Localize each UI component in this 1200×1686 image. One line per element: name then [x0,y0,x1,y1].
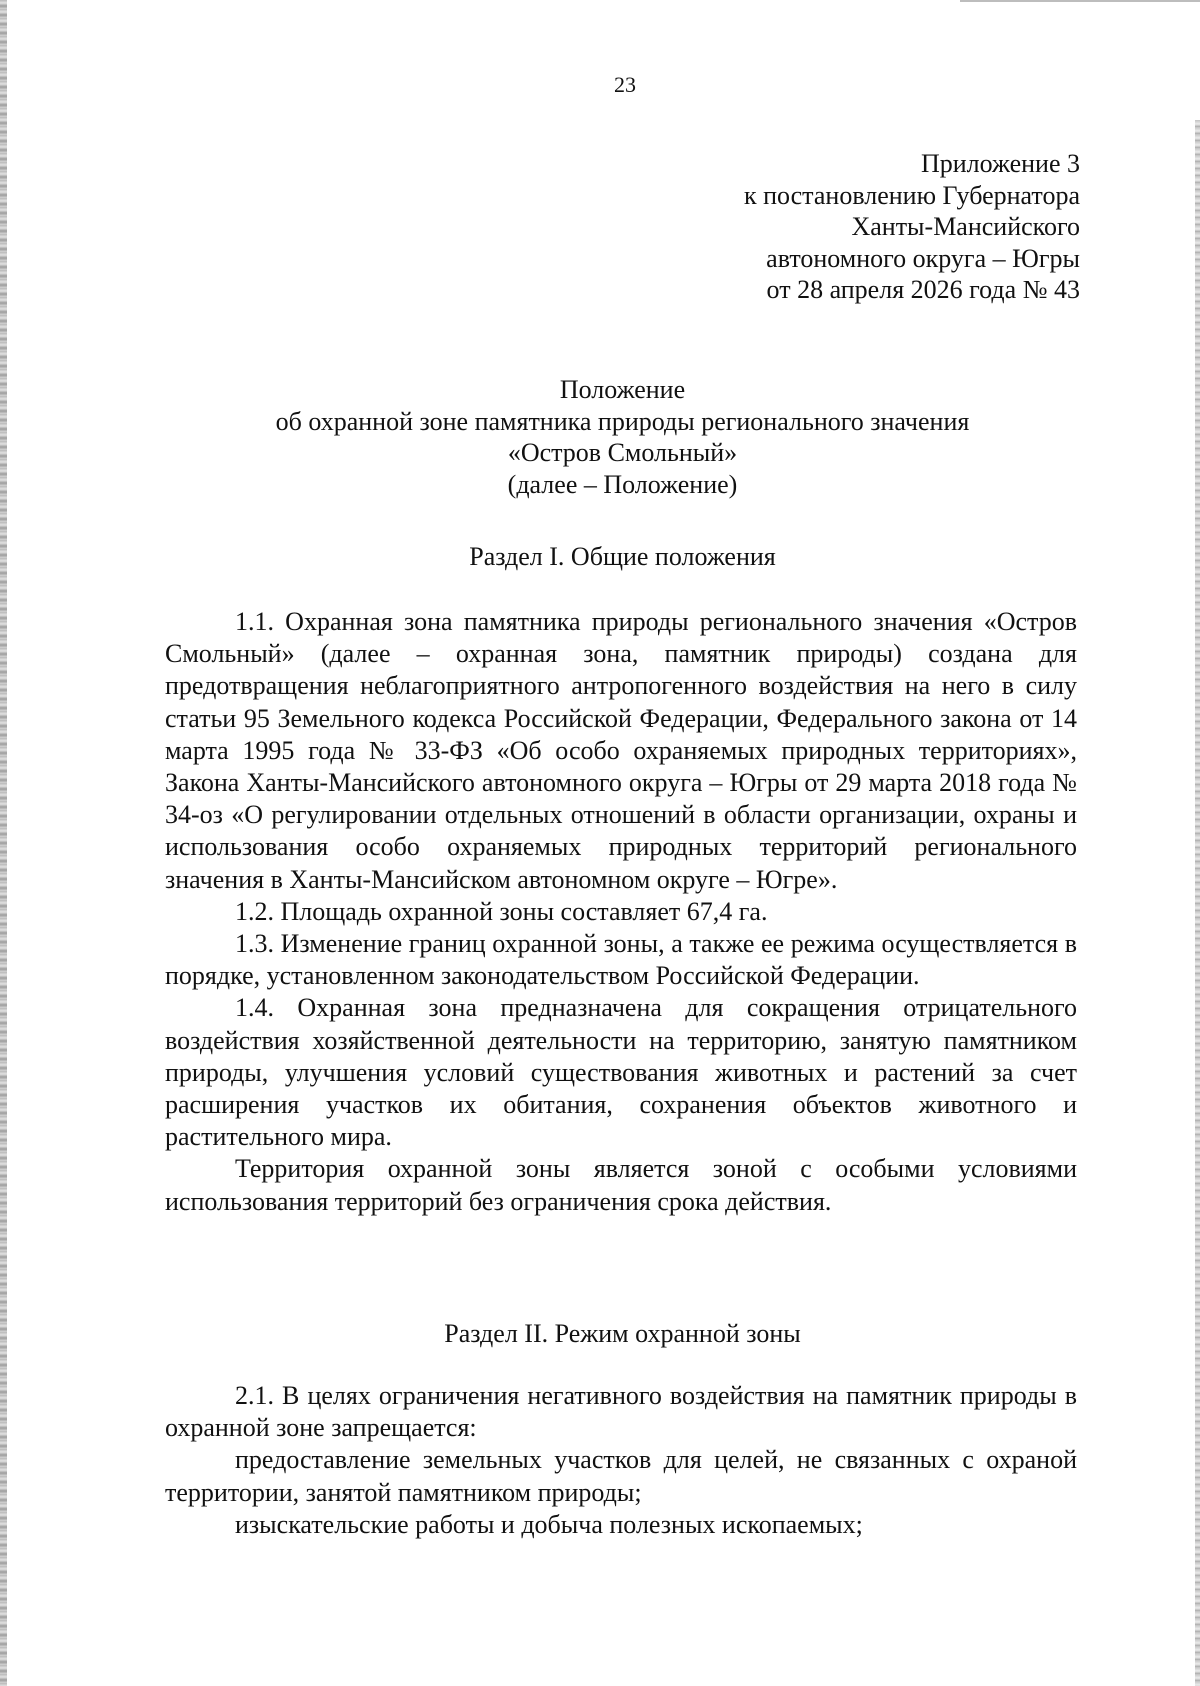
document-title [165,374,1080,500]
paragraph-2-1-item: предоставление земельных участков для целей, не связанных с охраной территории, занятой памятником природы; [165,1445,1077,1507]
appendix-line: автономного округа – Югры [766,243,1080,273]
title-line: Положение [559,375,686,404]
scan-edge-left [0,0,7,1686]
section-1-body [165,606,1077,1218]
title-line: об охранной зоне памятника природы регионального значения [275,406,970,436]
appendix-line: Приложение 3 [920,149,1080,178]
appendix-line: от 28 апреля 2026 года № 43 [766,275,1080,304]
paragraph-1-3: 1.3. Изменение границ охранной зоны, а также ее режима осуществляется в порядке, установленном законодательством Российской Федерации. [165,929,1077,991]
title-line: «Остров Смольный» [507,438,738,467]
scan-edge-top [960,0,1200,2]
paragraph-2-1: 2.1. В целях ограничения негативного воздействия на памятник природы в охранной зоне запрещается: [165,1381,1077,1443]
section-2-heading: Раздел II. Режим охранной зоны [444,1319,801,1348]
section-2-body [165,1380,1077,1541]
paragraph-2-1-item: изыскательские работы и добыча полезных ископаемых; [235,1509,863,1539]
appendix-line: к постановлению Губернатора [743,180,1080,210]
appendix-block [744,148,1080,306]
title-line: (далее – Положение) [507,469,738,499]
paragraph-1-4: 1.4. Охранная зона предназначена для сокращения отрицательного воздействия хозяйственной деятельности на территорию, занятую памятником природы, улучшения условий существования животных и растений за счет расширения участков их обитания, сохранения объектов животного и растительного мира. [165,993,1077,1152]
paragraph-1-1: 1.1. Охранная зона памятника природы регионального значения «Остров Смольный» (далее – охранная зона, памятник природы) создана для предотвращения неблагоприятного антропогенного воздействия на него в силу статьи 95 Земельного кодекса Российской Федерации, Федерального закона от 14 марта 1995 года № 33-ФЗ «Об особо охраняемых природных территориях», Закона Ханты-Мансийского автономного округа – Югры от 29 марта 2018 года № 34-оз «О регулировании отдельных отношений в области организации, охраны и использования особо охраняемых природных территорий регионального значения в Ханты-Мансийском автономном округе – Югре». [165,607,1077,894]
scan-edge-right [1195,120,1200,1686]
appendix-line: Ханты-Мансийского [851,212,1080,241]
paragraph-1-4-territory: Территория охранной зоны является зоной с особыми условиями использования территорий без ограничения срока действия. [165,1154,1077,1216]
paragraph-1-2: 1.2. Площадь охранной зоны составляет 67,4 га. [235,896,768,926]
page-number: 23 [614,72,636,97]
section-1-heading: Раздел I. Общие положения [469,542,776,571]
